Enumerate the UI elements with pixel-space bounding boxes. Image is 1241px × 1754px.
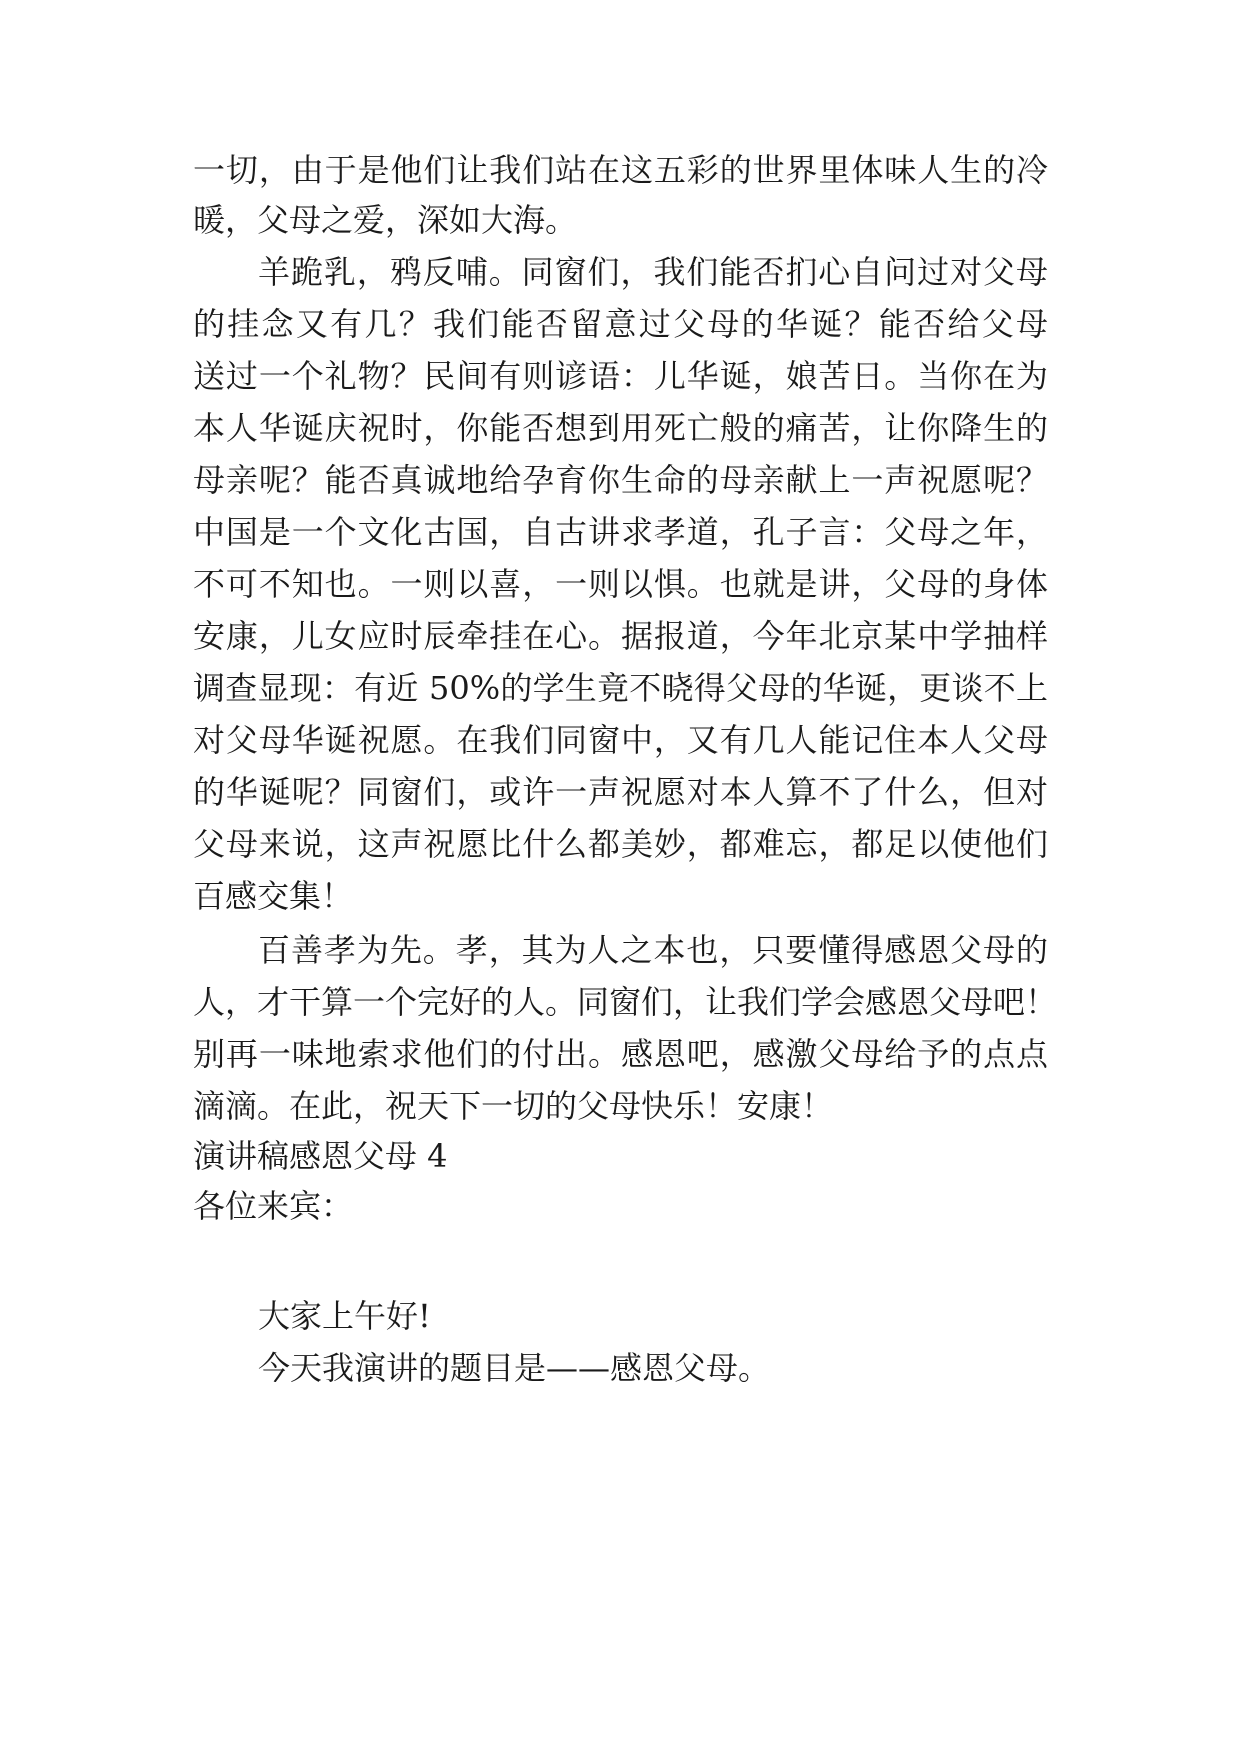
salutation: 各位来宾：: [193, 1187, 354, 1225]
paragraph-line: 人，才干算一个完好的人。同窗们，让我们学会感恩父母吧！: [193, 983, 1058, 1021]
topic-line: 今天我演讲的题目是——感恩父母。: [258, 1349, 771, 1387]
paragraph-line: 别再一味地索求他们的付出。感恩吧，感激父母给予的点点: [193, 1035, 1048, 1073]
paragraph-line: 母亲呢？能否真诚地给孕育你生命的母亲献上一声祝愿呢？: [193, 461, 1048, 499]
paragraph-line: 百感交集！: [193, 877, 354, 915]
paragraph-line: 滴滴。在此，祝天下一切的父母快乐！安康！: [193, 1087, 834, 1125]
paragraph-line: 调查显现：有近 50%的学生竟不晓得父母的华诞，更谈不上: [193, 669, 1048, 707]
paragraph-line: 中国是一个文化古国，自古讲求孝道，孔子言：父母之年，: [193, 513, 1048, 551]
paragraph-line: 本人华诞庆祝时，你能否想到用死亡般的痛苦，让你降生的: [193, 409, 1048, 447]
greeting-line: 大家上午好!: [258, 1297, 431, 1335]
paragraph-line: 送过一个礼物？民间有则谚语：儿华诞，娘苦日。当你在为: [193, 357, 1048, 395]
section-heading: 演讲稿感恩父母 4: [193, 1137, 448, 1175]
paragraph-line: 暖，父母之爱，深如大海。: [193, 201, 578, 239]
paragraph-line: 羊跪乳，鸦反哺。同窗们，我们能否扪心自问过对父母: [258, 253, 1048, 291]
paragraph-line: 百善孝为先。孝，其为人之本也，只要懂得感恩父母的: [258, 931, 1048, 969]
paragraph-line: 父母来说，这声祝愿比什么都美妙，都难忘，都足以使他们: [193, 825, 1048, 863]
paragraph-line: 的挂念又有几？我们能否留意过父母的华诞？能否给父母: [193, 305, 1048, 343]
paragraph-line: 不可不知也。一则以喜，一则以惧。也就是讲，父母的身体: [193, 565, 1048, 603]
paragraph-line: 安康，儿女应时辰牵挂在心。据报道，今年北京某中学抽样: [193, 617, 1048, 655]
paragraph-line: 的华诞呢？同窗们，或许一声祝愿对本人算不了什么，但对: [193, 773, 1048, 811]
paragraph-line: 一切，由于是他们让我们站在这五彩的世界里体味人生的冷: [193, 151, 1048, 189]
paragraph-line: 对父母华诞祝愿。在我们同窗中，又有几人能记住本人父母: [193, 721, 1048, 759]
